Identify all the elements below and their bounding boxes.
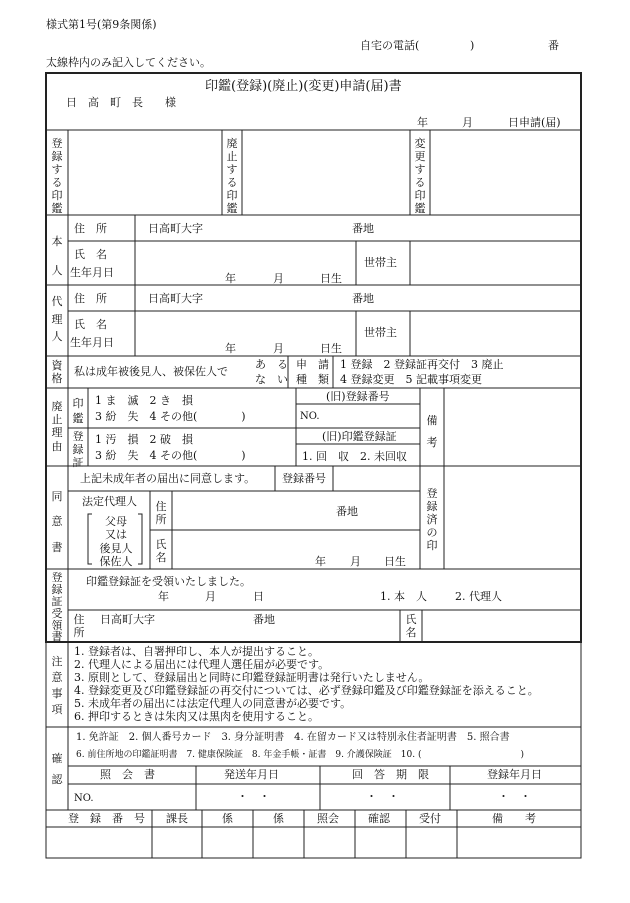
principal-address-prefix: 日高町大字	[148, 222, 203, 235]
abolish-seal-line2: 3 紛 失 4 その他( )	[95, 410, 246, 423]
office-col-confirm: 確認	[368, 812, 390, 825]
consent-name-label	[154, 539, 168, 565]
vertical-char: 鑑	[72, 412, 84, 426]
col-inquiry-header: 照 会 書	[100, 768, 155, 781]
agent-name-label: 氏 名	[74, 318, 107, 331]
note-item: 6. 押印するときは朱肉又は黒肉を使用すること。	[74, 710, 319, 723]
notes-section-label	[50, 654, 64, 718]
vertical-char: 理	[51, 312, 63, 326]
form-number: 様式第1号(第9条関係)	[46, 18, 157, 31]
vertical-char: の	[426, 525, 438, 539]
vertical-char: 廃	[226, 137, 238, 150]
vertical-char: 注	[51, 655, 63, 668]
vertical-char: 意	[51, 515, 63, 529]
vertical-char: 証	[72, 456, 84, 470]
vertical-char: 済	[426, 512, 438, 526]
office-col-reg-number: 登 録 番 号	[68, 812, 145, 825]
abolish-seal-type-label	[71, 396, 85, 427]
vertical-char: 項	[51, 702, 63, 716]
qualification-text: 私は成年被後見人、被保佐人で	[74, 365, 228, 378]
vertical-char: 受	[51, 606, 63, 620]
vertical-char: 住	[73, 613, 85, 626]
agent-address-label: 住 所	[74, 292, 107, 305]
abolish-cert-line1: 1 汚 損 2 破 損	[95, 433, 193, 446]
vertical-char: す	[414, 162, 426, 176]
legal-rep-label: 法定代理人	[82, 495, 137, 508]
abolish-seal-label	[225, 138, 239, 216]
vertical-char: 書	[51, 540, 63, 554]
vertical-char: 確	[51, 752, 63, 765]
vertical-char: 理	[51, 426, 63, 440]
receipt-year: 年	[158, 590, 169, 603]
note-item: 1. 登録者は、自署押印し、本人が提出すること。	[74, 645, 319, 658]
receipt-month: 月	[205, 590, 216, 603]
application-type-label-1: 申 請	[296, 358, 329, 371]
legal-rep-types	[93, 515, 139, 569]
vertical-char: 登	[51, 137, 63, 150]
legal-rep-type: 父母	[105, 515, 127, 528]
application-types-line2: 4 登録変更 5 記載事項変更	[340, 373, 482, 386]
vertical-char: 印	[226, 188, 238, 202]
vertical-char: 認	[51, 772, 63, 786]
instruction-note: 太線枠内のみ記入してください。	[46, 56, 211, 69]
receipt-name-label	[404, 614, 418, 640]
vertical-char: 同	[51, 490, 63, 503]
vertical-char: 住	[155, 500, 167, 513]
application-type-label-2: 種 類	[296, 373, 329, 386]
vertical-char: 鑑	[51, 201, 63, 215]
home-phone-close: )	[470, 39, 475, 52]
vertical-char: 録	[51, 582, 63, 596]
home-phone-label: 自宅の電話(	[360, 39, 420, 52]
vertical-char: 登	[51, 571, 63, 584]
office-col-remarks: 備 考	[492, 812, 536, 825]
receipt-option-agent: 2. 代理人	[455, 590, 502, 603]
vertical-char: 登	[426, 487, 438, 500]
legal-rep-type: 又は	[105, 528, 127, 542]
legal-rep-type: 保佐人	[99, 555, 133, 569]
vertical-char: 所	[73, 625, 85, 639]
vertical-char: 格	[51, 371, 63, 385]
vertical-char: 備	[426, 414, 438, 427]
vertical-char: 領	[51, 618, 63, 632]
consent-statement: 上記未成年者の届出に同意します。	[80, 472, 256, 485]
abolish-reason-section-label	[50, 400, 64, 453]
vertical-char: る	[414, 175, 426, 189]
vertical-char: 録	[72, 443, 84, 457]
vertical-char: 録	[51, 149, 63, 163]
principal-dob-year: 年	[225, 272, 236, 285]
confirmation-section-label	[50, 749, 64, 791]
application-types-line1: 1 登録 2 登録証再交付 3 廃止	[340, 358, 504, 371]
date-month: 月	[462, 116, 473, 129]
consent-address-label	[154, 501, 168, 527]
receipt-option-self: 1. 本 人	[380, 590, 427, 603]
office-col-inquiry: 照会	[317, 812, 339, 825]
consent-section-label	[50, 484, 64, 560]
vertical-char: 変	[414, 137, 426, 150]
vertical-char: 名	[405, 625, 417, 639]
vertical-char: 止	[51, 413, 63, 427]
vertical-char: 氏	[155, 538, 167, 551]
abolish-cert-type-label	[71, 430, 85, 470]
vertical-char: 本	[51, 235, 63, 248]
vertical-char: 登	[72, 430, 84, 443]
agent-dob-month: 月	[273, 342, 284, 355]
old-seal-cert-label: (旧)印鑑登録証	[322, 430, 397, 443]
agent-dob-day: 日生	[320, 342, 342, 355]
agent-dob-label: 生年月日	[70, 336, 114, 349]
principal-householder-label: 世帯主	[364, 256, 397, 269]
vertical-char: 止	[226, 149, 238, 163]
sent-date-dots: ・ ・	[237, 790, 270, 803]
qualification-option-no: な い	[255, 373, 288, 386]
id-docs-line2: 6. 前住所地の印鑑証明書 7. 健康保険証 8. 年金手帳・証書 9. 介護保険証 10. ( )	[76, 750, 524, 760]
office-col-staff-2: 係	[273, 812, 284, 825]
principal-dob-month: 月	[273, 272, 284, 285]
consent-address-suffix: 番地	[336, 505, 358, 518]
addressee: 日 高 町 長 様	[66, 96, 176, 109]
notes-list	[74, 645, 539, 723]
id-docs-line1: 1. 免許証 2. 個人番号カード 3. 身分証明書 4. 在留カード又は特別永住者証明書 5. 照合書	[76, 732, 510, 743]
office-col-staff-1: 係	[222, 812, 233, 825]
vertical-char: 所	[155, 512, 167, 526]
vertical-char: 名	[155, 550, 167, 564]
consent-dob-day: 日生	[384, 555, 406, 568]
vertical-char: 人	[51, 263, 63, 277]
vertical-char: る	[51, 175, 63, 189]
reply-period-dots: ・ ・	[366, 790, 399, 803]
vertical-char: す	[226, 162, 238, 176]
old-registration-number-label: (旧)登録番号	[326, 390, 390, 403]
vertical-char: 証	[51, 594, 63, 608]
agent-address-suffix: 番地	[352, 292, 374, 305]
form-title: 印鑑(登録)(廃止)(変更)申請(届)書	[205, 79, 402, 94]
agent-dob-year: 年	[225, 342, 236, 355]
vertical-char: 廃	[51, 400, 63, 413]
vertical-char: 鑑	[414, 201, 426, 215]
date-year: 年	[417, 116, 428, 129]
vertical-char: 人	[51, 330, 63, 344]
vertical-char: 鑑	[226, 201, 238, 215]
agent-address-prefix: 日高町大字	[148, 292, 203, 305]
legal-rep-type: 後見人	[99, 541, 133, 555]
vertical-char: 由	[51, 439, 63, 453]
vertical-char: 代	[51, 295, 63, 308]
note-item: 4. 登録変更及び印鑑登録証の再交付については、必ず登録印鑑及び印鑑登録証を添えること。	[74, 684, 539, 697]
vertical-char: す	[51, 162, 63, 176]
qualification-section-label	[50, 360, 64, 386]
principal-name-label: 氏 名	[74, 248, 107, 261]
consent-dob-year: 年	[315, 555, 326, 568]
principal-address-label: 住 所	[74, 222, 107, 235]
qualification-option-yes: あ る	[255, 358, 288, 371]
vertical-char: 事	[51, 686, 63, 700]
register-seal-label	[50, 138, 64, 216]
col-reply-period-header: 回 答 期 限	[352, 768, 429, 781]
vertical-char: る	[226, 175, 238, 189]
receipt-section-label	[50, 572, 64, 643]
agent-section-label	[50, 293, 64, 346]
vertical-char: 録	[426, 499, 438, 513]
home-phone-suffix: 番	[548, 39, 559, 52]
remarks-label	[425, 410, 439, 454]
vertical-char: 印	[426, 538, 438, 552]
receipt-address-prefix: 日高町大字	[100, 613, 155, 626]
note-item: 5. 未成年者の届出には法定代理人の同意書が必要です。	[74, 697, 352, 710]
principal-dob-day: 日生	[320, 272, 342, 285]
note-item: 3. 原則として、登録届出と同時に印鑑登録証明書は発行いたしません。	[74, 671, 430, 684]
vertical-char: 印	[72, 397, 84, 410]
receipt-statement: 印鑑登録証を受領いたしました。	[86, 575, 251, 588]
consent-dob-month: 月	[350, 555, 361, 568]
principal-address-suffix: 番地	[352, 222, 374, 235]
inquiry-number-prefix: NO.	[74, 793, 94, 804]
vertical-char: 書	[51, 630, 63, 644]
date-day: 日申請(届)	[508, 116, 561, 129]
vertical-char: 印	[414, 188, 426, 202]
receipt-address-label	[72, 614, 86, 640]
vertical-char: 資	[51, 359, 63, 372]
cert-collect-options: 1. 回 収 2. 未回収	[302, 450, 407, 463]
change-seal-label	[413, 138, 427, 216]
vertical-char: 考	[426, 436, 438, 449]
vertical-char: 印	[51, 188, 63, 202]
vertical-char: 更	[414, 149, 426, 163]
receipt-address-suffix: 番地	[253, 613, 275, 626]
vertical-char: 意	[51, 670, 63, 684]
office-col-reception: 受付	[419, 812, 441, 825]
vertical-char: 氏	[405, 613, 417, 626]
note-item: 2. 代理人による届出には代理人選任届が必要です。	[74, 658, 330, 671]
office-col-section-chief: 課長	[166, 812, 188, 825]
col-sent-date-header: 発送年月日	[224, 768, 279, 781]
principal-section-label	[50, 228, 64, 285]
registered-seal-label	[425, 488, 439, 553]
abolish-cert-line2: 3 紛 失 4 その他( )	[95, 449, 246, 462]
old-registration-number-prefix: NO.	[300, 411, 320, 422]
reg-date-dots: ・ ・	[498, 790, 531, 803]
abolish-seal-line1: 1 ま 滅 2 き 損	[95, 394, 193, 407]
principal-dob-label: 生年月日	[70, 266, 114, 279]
consent-reg-number-label: 登録番号	[282, 472, 326, 485]
receipt-day: 日	[253, 590, 264, 603]
agent-householder-label: 世帯主	[364, 326, 397, 339]
col-reg-date-header: 登録年月日	[487, 768, 542, 781]
